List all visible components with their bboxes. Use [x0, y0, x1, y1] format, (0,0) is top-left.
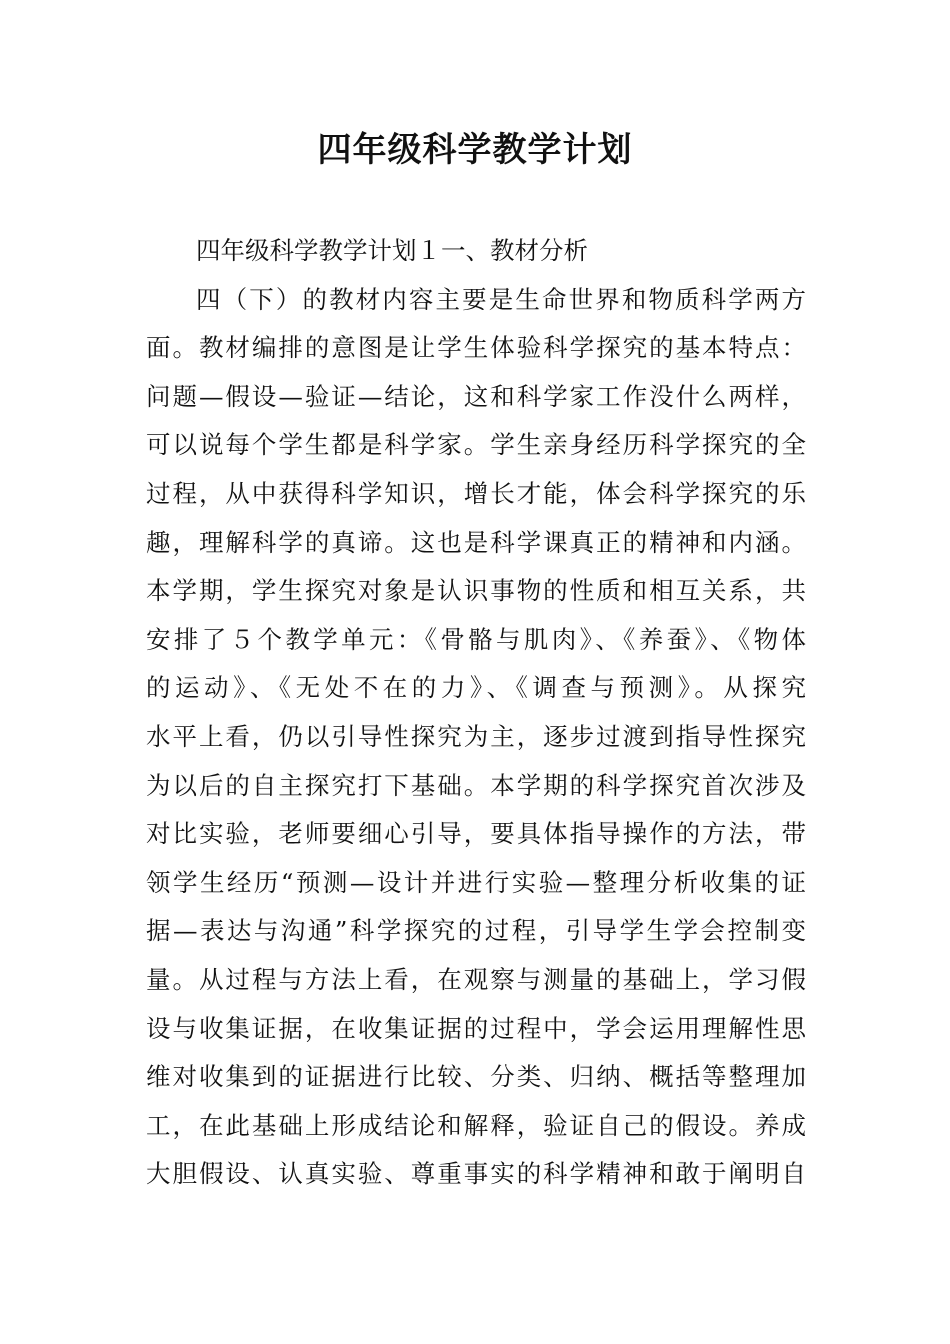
body-line: 维对收集到的证据进行比较、分类、归纳、概括等整理加: [146, 1062, 806, 1092]
body-line: 领学生经历“预测—设计并进行实验—整理分析收集的证: [146, 867, 806, 897]
document-title: 四年级科学教学计划: [317, 130, 633, 170]
body-line: 的运动》、《无处不在的力》、《调查与预测》。从探究: [146, 673, 806, 703]
body-line: 过程，从中获得科学知识，增长才能，体会科学探究的乐: [146, 478, 806, 508]
body-line: 水平上看，仍以引导性探究为主，逐步过渡到指导性探究: [146, 721, 806, 751]
body-line: 可以说每个学生都是科学家。学生亲身经历科学探究的全: [146, 430, 806, 460]
body-line: 安排了５个教学单元：《骨骼与肌肉》、《养蚕》、《物体: [146, 624, 806, 654]
document-body: [146, 227, 806, 1199]
body-line: 据—表达与沟通”科学探究的过程，引导学生学会控制变: [146, 916, 806, 946]
body-line: 对比实验，老师要细心引导，要具体指导操作的方法，带: [146, 819, 806, 849]
body-line: 工，在此基础上形成结论和解释，验证自己的假设。养成: [146, 1110, 806, 1140]
body-line: 四（下）的教材内容主要是生命世界和物质科学两方: [196, 284, 806, 314]
body-line: 四年级科学教学计划１一、教材分析: [196, 236, 588, 265]
body-line: 本学期，学生探究对象是认识事物的性质和相互关系，共: [146, 576, 806, 606]
body-line: 设与收集证据，在收集证据的过程中，学会运用理解性思: [146, 1013, 806, 1043]
body-line: 为以后的自主探究打下基础。本学期的科学探究首次涉及: [146, 770, 806, 800]
body-line: 面。教材编排的意图是让学生体验科学探究的基本特点：: [146, 333, 806, 363]
body-line: 量。从过程与方法上看，在观察与测量的基础上，学习假: [146, 964, 806, 994]
body-line: 趣，理解科学的真谛。这也是科学课真正的精神和内涵。: [146, 527, 806, 557]
body-line: 大胆假设、认真实验、尊重事实的科学精神和敢于阐明自: [146, 1159, 806, 1189]
body-line: 问题—假设—验证—结论，这和科学家工作没什么两样，: [146, 381, 806, 411]
